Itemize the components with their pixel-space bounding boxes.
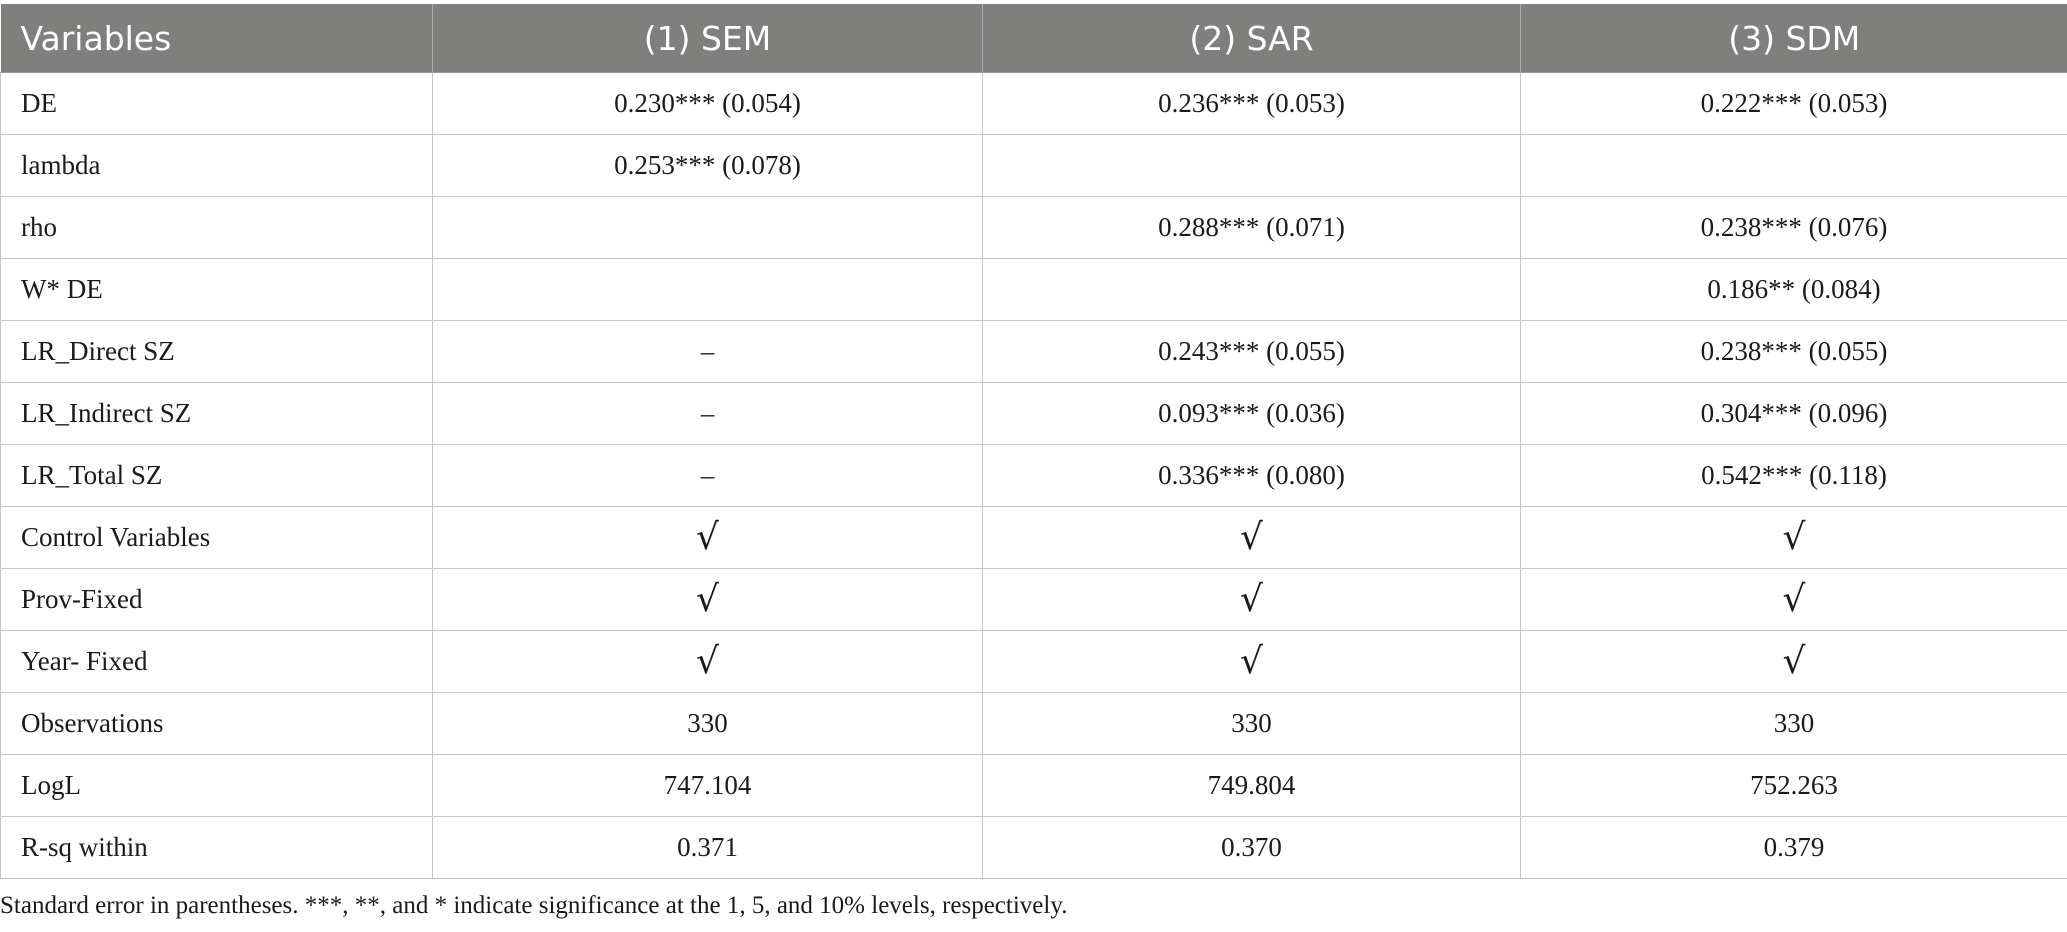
cell-sem: 330 <box>433 693 983 755</box>
row-label: Year- Fixed <box>1 631 433 693</box>
check-mark-sem: √ <box>433 569 983 631</box>
row-label: rho <box>1 197 433 259</box>
row-label: LogL <box>1 755 433 817</box>
table-footnote: Standard error in parentheses. ***, **, and * indicate significance at the 1, 5, and 10% levels, respectively. <box>0 892 1068 919</box>
cell-sem: 0.371 <box>433 817 983 879</box>
cell-sar <box>983 135 1521 197</box>
row-label: Observations <box>1 693 433 755</box>
cell-sar: 749.804 <box>983 755 1521 817</box>
row-label: LR_Indirect SZ <box>1 383 433 445</box>
row-label: W* DE <box>1 259 433 321</box>
table-body <box>1 73 2067 879</box>
results-table <box>0 4 2067 879</box>
check-mark-sdm: √ <box>1521 631 2067 693</box>
row-label: DE <box>1 73 433 135</box>
table-header <box>1 4 2067 73</box>
table-row-lr-direct <box>1 321 2067 383</box>
table-row-lambda <box>1 135 2067 197</box>
cell-sar: 0.236*** (0.053) <box>983 73 1521 135</box>
row-label: Prov-Fixed <box>1 569 433 631</box>
cell-sem: – <box>433 383 983 445</box>
check-mark-sar: √ <box>983 507 1521 569</box>
cell-sar: 330 <box>983 693 1521 755</box>
cell-sdm: 0.304*** (0.096) <box>1521 383 2067 445</box>
cell-sar: 0.093*** (0.036) <box>983 383 1521 445</box>
cell-sdm: 0.222*** (0.053) <box>1521 73 2067 135</box>
table-row-r-sq-within <box>1 817 2067 879</box>
results-table-container <box>0 4 2067 879</box>
table-row-year-fixed <box>1 631 2067 693</box>
cell-sar: 0.243*** (0.055) <box>983 321 1521 383</box>
cell-sdm: 330 <box>1521 693 2067 755</box>
check-mark-sem: √ <box>433 631 983 693</box>
cell-sar: 0.336*** (0.080) <box>983 445 1521 507</box>
header-sem: (1) SEM <box>433 4 983 73</box>
table-row-lr-total <box>1 445 2067 507</box>
cell-sdm: 0.542*** (0.118) <box>1521 445 2067 507</box>
header-sar: (2) SAR <box>983 4 1521 73</box>
cell-sem: – <box>433 445 983 507</box>
cell-sar: 0.288*** (0.071) <box>983 197 1521 259</box>
row-label: LR_Total SZ <box>1 445 433 507</box>
table-row-w-de <box>1 259 2067 321</box>
check-mark-sar: √ <box>983 631 1521 693</box>
table-row-lr-indirect <box>1 383 2067 445</box>
cell-sem: 0.230*** (0.054) <box>433 73 983 135</box>
check-mark-sem: √ <box>433 507 983 569</box>
header-sdm: (3) SDM <box>1521 4 2067 73</box>
cell-sdm: 0.238*** (0.055) <box>1521 321 2067 383</box>
cell-sdm: 752.263 <box>1521 755 2067 817</box>
cell-sem: 747.104 <box>433 755 983 817</box>
cell-sdm <box>1521 135 2067 197</box>
cell-sdm: 0.238*** (0.076) <box>1521 197 2067 259</box>
cell-sar <box>983 259 1521 321</box>
header-row <box>1 4 2067 73</box>
table-row-prov-fixed <box>1 569 2067 631</box>
cell-sem <box>433 259 983 321</box>
cell-sdm: 0.379 <box>1521 817 2067 879</box>
check-mark-sar: √ <box>983 569 1521 631</box>
table-row-de <box>1 73 2067 135</box>
table-row-logl <box>1 755 2067 817</box>
row-label: R-sq within <box>1 817 433 879</box>
table-row-control-variables <box>1 507 2067 569</box>
row-label: lambda <box>1 135 433 197</box>
header-variables: Variables <box>1 4 433 73</box>
row-label: LR_Direct SZ <box>1 321 433 383</box>
cell-sdm: 0.186** (0.084) <box>1521 259 2067 321</box>
cell-sem: 0.253*** (0.078) <box>433 135 983 197</box>
table-row-observations <box>1 693 2067 755</box>
row-label: Control Variables <box>1 507 433 569</box>
cell-sar: 0.370 <box>983 817 1521 879</box>
check-mark-sdm: √ <box>1521 569 2067 631</box>
cell-sem <box>433 197 983 259</box>
table-row-rho <box>1 197 2067 259</box>
cell-sem: – <box>433 321 983 383</box>
check-mark-sdm: √ <box>1521 507 2067 569</box>
